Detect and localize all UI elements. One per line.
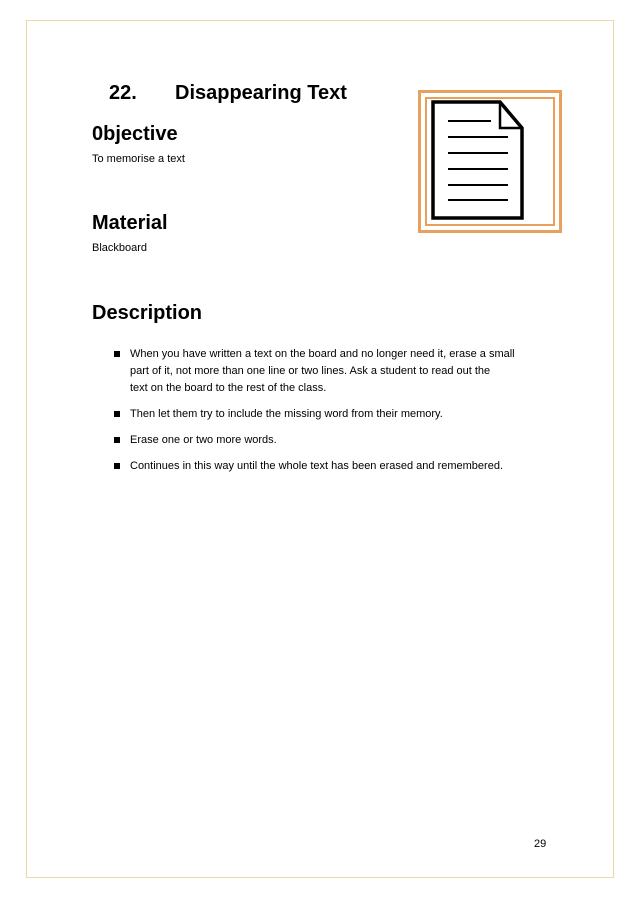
list-item: [114, 406, 554, 423]
square-bullet-icon: [114, 411, 120, 417]
list-item-line: text on the board to the rest of the class.: [130, 382, 327, 394]
material-text: Blackboard: [92, 242, 148, 254]
list-item-line: Then let them try to include the missing word from their memory.: [130, 408, 443, 420]
square-bullet-icon: [114, 463, 120, 469]
list-item: [114, 432, 554, 449]
square-bullet-icon: [114, 437, 120, 443]
list-item-line: Continues in this way until the whole text has been erased and remembered.: [130, 460, 503, 472]
activity-number: 22.: [109, 82, 137, 104]
square-bullet-icon: [114, 351, 120, 357]
list-item: [114, 458, 554, 475]
illustration-frame: [418, 90, 562, 233]
description-heading: Description: [92, 302, 203, 324]
list-item-line: part of it, not more than one line or two lines. Ask a student to read out the: [130, 365, 491, 377]
document-icon: [427, 99, 553, 224]
material-heading: Material: [92, 212, 168, 234]
illustration-inner-frame: [425, 97, 555, 226]
description-list: [114, 346, 554, 484]
objective-text: To memorise a text: [92, 153, 185, 165]
activity-title: [109, 82, 347, 105]
list-item-line: Erase one or two more words.: [130, 434, 277, 446]
objective-heading: 0bjective: [92, 123, 178, 145]
activity-title-text: Disappearing Text: [175, 82, 347, 104]
page-number: 29: [534, 838, 547, 850]
list-item-line: When you have written a text on the board and no longer need it, erase a small: [130, 348, 515, 360]
list-item: [114, 346, 554, 397]
